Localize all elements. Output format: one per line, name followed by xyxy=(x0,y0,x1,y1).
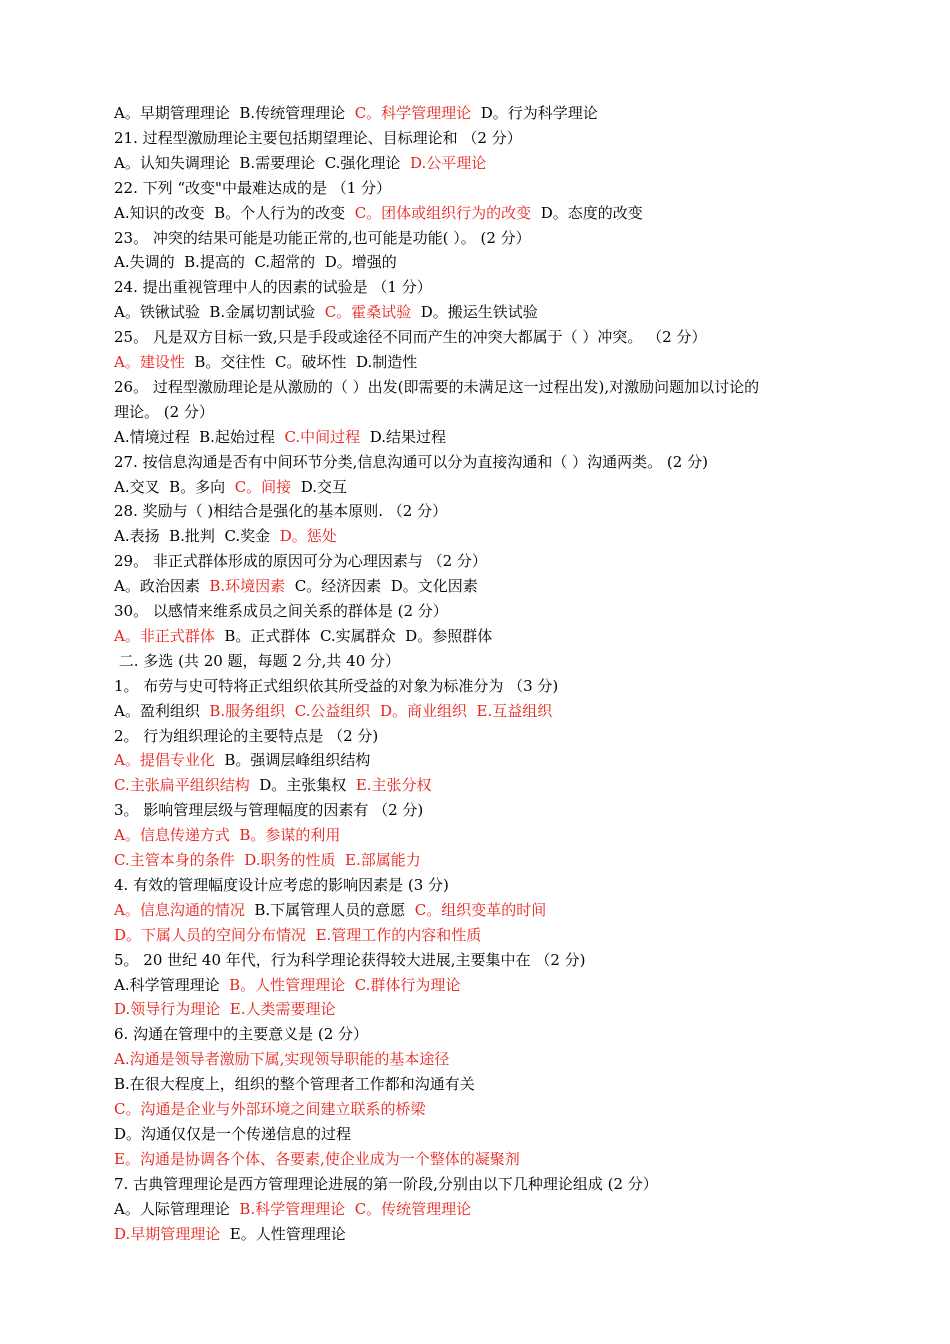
answer-text: D。惩处 xyxy=(279,527,337,546)
question-text: 6. 沟通在管理中的主要意义是 (2 分） xyxy=(114,1025,369,1044)
text-line xyxy=(114,1222,346,1247)
answer-text: D.早期管理理论 xyxy=(114,1224,221,1243)
question-text: E。人性管理理论 xyxy=(220,1224,346,1243)
text-line xyxy=(114,1072,475,1097)
text-line xyxy=(114,1097,425,1122)
text-line xyxy=(114,724,378,749)
answer-text: B.环境因素 xyxy=(209,577,286,596)
question-text: 30。 以感情来维系成员之间关系的群体是 (2 分） xyxy=(114,602,448,620)
text-line xyxy=(114,126,522,151)
text-line xyxy=(114,873,449,898)
answer-text: D。下属人员的空间分布情况 E.管理工作的内容和性质 xyxy=(114,925,482,944)
text-line xyxy=(114,848,421,873)
text-line xyxy=(114,450,708,475)
question-text: A。铁锹试验 B.金属切割试验 xyxy=(114,303,325,322)
text-line xyxy=(114,275,432,300)
text-line xyxy=(114,1047,449,1072)
text-line xyxy=(114,823,340,848)
question-text: A。盈利组织 xyxy=(114,701,210,720)
question-text: 25。 凡是双方目标一致,只是手段或途径不同而产生的冲突大都属于（ ）冲突。 （2 分） xyxy=(114,328,707,347)
question-text: 29。 非正式群体形成的原因可分为心理因素与 （2 分） xyxy=(114,552,487,571)
question-text: A。认知失调理论 B.需要理论 C.强化理论 xyxy=(114,153,410,172)
answer-text: C。间接 xyxy=(234,477,292,496)
question-text: B.在很大程度上，组织的整个管理者工作都和沟通有关 xyxy=(114,1075,475,1094)
question-text: 28. 奖励与（ )相结合是强化的基本原则. （2 分） xyxy=(114,502,448,521)
question-text: 理论。 (2 分） xyxy=(114,402,214,421)
answer-text: A。非正式群体 xyxy=(114,626,215,645)
question-text: 1。 布劳与史可特将正式组织依其所受益的对象为标准分为 （3 分) xyxy=(114,676,559,695)
question-text: A。人际管理理论 xyxy=(114,1199,240,1218)
answer-text: A。提倡专业化 xyxy=(114,751,215,770)
question-text: D。主张集权 xyxy=(249,776,356,795)
text-line xyxy=(114,748,370,773)
text-line xyxy=(114,624,492,649)
answer-text: B.服务组织 C.公益组织 D。商业组织 E.互益组织 xyxy=(209,701,553,720)
question-text: 5。 20 世纪 40 年代，行为科学理论获得较大进展,主要集中在 （2 分) xyxy=(114,950,586,969)
text-line xyxy=(114,425,446,450)
question-text: 22. 下列 “改变"中最难达成的是 （1 分） xyxy=(114,178,392,197)
answer-text: C.主张扁平组织结构 xyxy=(114,776,250,795)
text-line xyxy=(114,1147,520,1172)
answer-text: C。团体或组织行为的改变 xyxy=(354,203,532,222)
text-line xyxy=(114,773,432,798)
question-text: B。正式群体 C.实属群众 D。参照群体 xyxy=(214,626,493,645)
question-text: D。态度的改变 xyxy=(531,203,643,222)
question-text: B。交往性 C。破坏性 D.制造性 xyxy=(184,353,418,371)
text-line xyxy=(114,499,447,524)
text-line xyxy=(114,898,546,923)
text-line xyxy=(114,973,460,998)
text-line xyxy=(114,1122,351,1147)
text-line xyxy=(114,475,347,500)
text-line xyxy=(114,524,337,549)
text-line xyxy=(114,599,448,624)
text-line xyxy=(114,300,538,325)
answer-text: C。霍桑试验 xyxy=(324,303,412,322)
question-text: A.失调的 B.提高的 C.超常的 D。增强的 xyxy=(114,253,397,272)
text-line xyxy=(114,699,552,724)
question-text: C。经济因素 D。文化因素 xyxy=(285,577,478,596)
text-line xyxy=(114,798,423,823)
answer-text: C。组织变革的时间 xyxy=(414,900,547,919)
text-line xyxy=(114,923,481,948)
text-line xyxy=(114,250,397,275)
question-text: 4. 有效的管理幅度设计应考虑的影响因素是 (3 分) xyxy=(114,875,449,894)
answer-text: A。信息传递方式 B。参谋的利用 xyxy=(114,826,341,845)
question-text: 27. 按信息沟通是否有中间环节分类,信息沟通可以分为直接沟通和（ ）沟通两类。 (2 分) xyxy=(114,452,708,471)
question-text: A。政治因素 xyxy=(114,577,210,596)
answer-text: E。沟通是协调各个体、各要素,使企业成为一个整体的凝聚剂 xyxy=(114,1149,520,1168)
question-text: 23。 冲突的结果可能是功能正常的,也可能是功能( ）。 (2 分） xyxy=(114,228,531,247)
question-text: D。搬运生铁试验 xyxy=(411,303,538,322)
text-line xyxy=(114,997,336,1022)
text-line xyxy=(114,400,214,425)
text-line xyxy=(114,674,558,699)
question-text: 二. 多选 (共 20 题，每题 2 分,共 40 分） xyxy=(114,651,401,670)
question-text: A.交叉 B。多向 xyxy=(114,477,235,496)
question-text: A。早期管理理论 B.传统管理理论 xyxy=(114,104,355,122)
question-text: A.情境过程 B.起始过程 xyxy=(114,427,285,446)
text-line xyxy=(114,101,598,126)
answer-text: A。信息沟通的情况 xyxy=(114,900,245,919)
question-text: D。行为科学理论 xyxy=(471,104,598,122)
text-line xyxy=(114,1197,471,1222)
answer-text: D.领导行为理论 E.人类需要理论 xyxy=(114,1000,336,1019)
answer-text: E.主张分权 xyxy=(355,776,432,795)
text-line xyxy=(114,151,486,176)
text-line xyxy=(114,1172,658,1197)
answer-text: C。科学管理理论 xyxy=(354,104,472,122)
question-text: A.知识的改变 B。个人行为的改变 xyxy=(114,203,355,222)
question-text: D.交互 xyxy=(291,477,347,496)
question-text: 24. 提出重视管理中人的因素的试验是 （1 分） xyxy=(114,278,432,297)
answer-text: C。沟通是企业与外部环境之间建立联系的桥梁 xyxy=(114,1100,426,1118)
question-text: A.表扬 B.批判 C.奖金 xyxy=(114,527,280,546)
answer-text: B。人性管理理论 C.群体行为理论 xyxy=(229,975,461,994)
text-line xyxy=(114,325,706,350)
answer-text: A.沟通是领导者激励下属,实现领导职能的基本途径 xyxy=(114,1050,450,1069)
text-line xyxy=(114,176,391,201)
question-text: 3。 影响管理层级与管理幅度的因素有 （2 分) xyxy=(114,801,424,820)
text-line xyxy=(114,350,417,375)
question-text: 26。 过程型激励理论是从激励的（ ）出发(即需要的未满足这一过程出发),对激励问题加以讨论的 xyxy=(114,377,760,396)
question-text: D。沟通仅仅是一个传递信息的过程 xyxy=(114,1124,352,1143)
text-line xyxy=(114,201,643,226)
text-line xyxy=(114,948,586,973)
question-text: A.科学管理理论 xyxy=(114,975,230,994)
text-line xyxy=(114,226,531,251)
answer-text: C.主管本身的条件 D.职务的性质 E.部属能力 xyxy=(114,851,421,869)
answer-text: D.公平理论 xyxy=(409,153,487,172)
question-text: D.结果过程 xyxy=(360,427,446,446)
question-text: B。强调层峰组织结构 xyxy=(214,751,371,770)
text-line xyxy=(114,549,487,574)
answer-text: A。建设性 xyxy=(114,353,185,371)
text-line xyxy=(114,1022,368,1047)
question-text: 2。 行为组织理论的主要特点是 （2 分) xyxy=(114,726,379,745)
text-line xyxy=(114,574,478,599)
answer-text: B.科学管理理论 C。传统管理理论 xyxy=(239,1199,472,1218)
text-line xyxy=(114,375,759,400)
text-line xyxy=(114,649,400,674)
question-text: 21. 过程型激励理论主要包括期望理论、目标理论和 （2 分） xyxy=(114,128,522,147)
question-text: 7. 古典管理理论是西方管理理论进展的第一阶段,分别由以下几种理论组成 (2 分） xyxy=(114,1174,658,1193)
answer-text: C.中间过程 xyxy=(284,427,361,446)
question-text: B.下属管理人员的意愿 xyxy=(244,900,415,919)
